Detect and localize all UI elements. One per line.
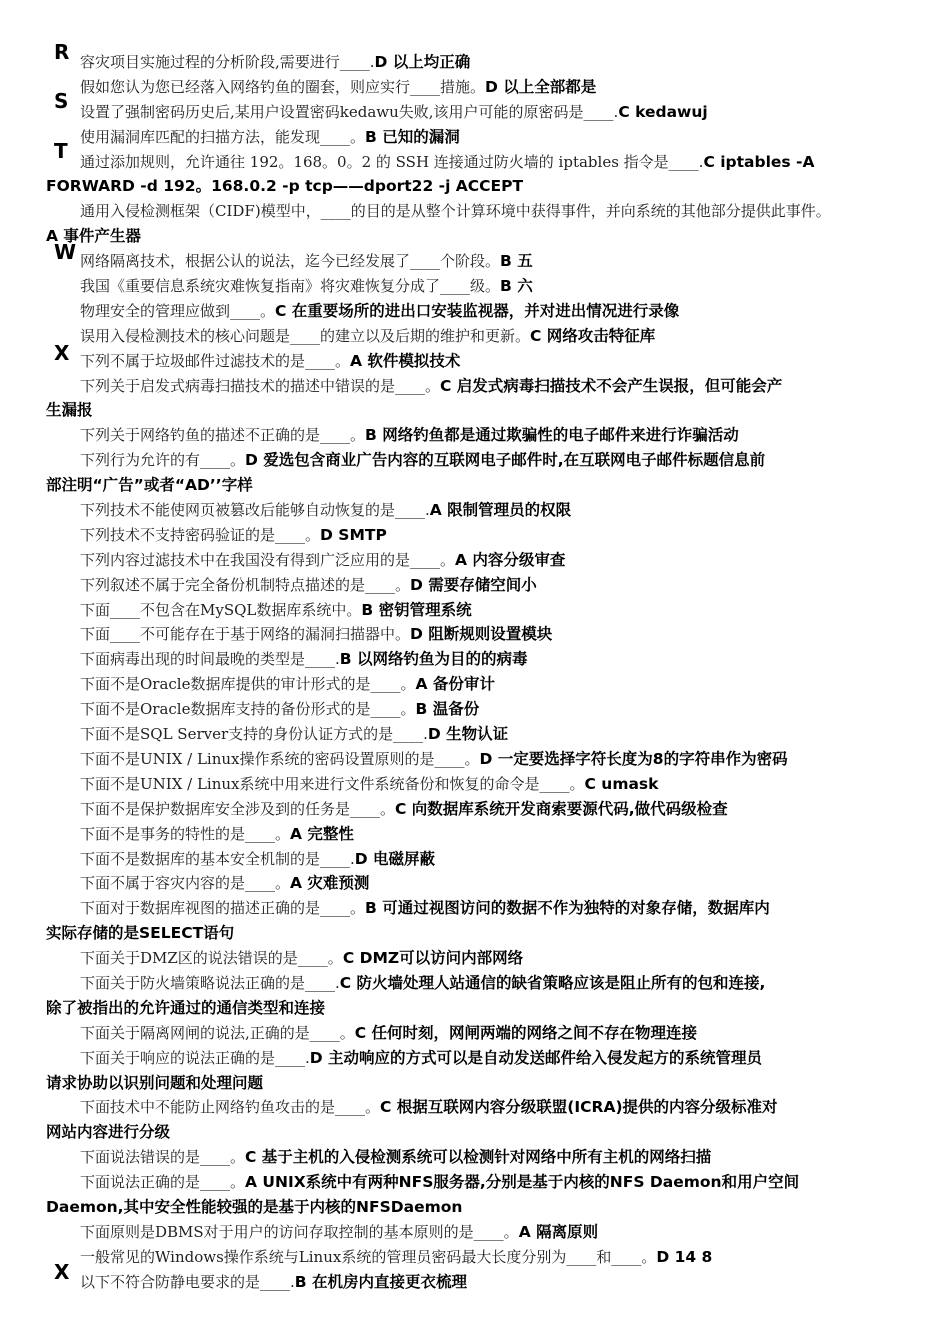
question-text: 假如您认为您已经落入网络钓鱼的圈套，则应实行____措施。 bbox=[80, 77, 486, 96]
answer-text: A 限制管理员的权限 bbox=[429, 501, 572, 520]
question-line bbox=[46, 448, 908, 473]
question-text: 我国《重要信息系统灾难恢复指南》将灾难恢复分成了____级。 bbox=[80, 277, 501, 296]
question-text: 下面原则是DBMS对于用户的访问存取控制的基本原则的是____。 bbox=[80, 1222, 519, 1241]
question-text: 下面不是事务的特性的是____。 bbox=[80, 824, 291, 843]
answer-text: C 任何时刻，网闸两端的网络之间不存在物理连接 bbox=[354, 1023, 698, 1042]
answer-text: A 隔离原则 bbox=[518, 1222, 599, 1241]
continuation-line bbox=[46, 473, 908, 498]
question-line bbox=[46, 1145, 908, 1170]
question-line bbox=[46, 797, 908, 822]
answer-text: A 内容分级审查 bbox=[455, 550, 566, 569]
index-letter-x-2: X bbox=[54, 1260, 70, 1284]
answer-text: A UNIX系统中有两种NFS服务器,分别是基于内核的NFS Daemon和用户空间 bbox=[245, 1173, 800, 1192]
question-text: 下面不是SQL Server支持的身份认证方式的是____. bbox=[80, 725, 428, 744]
answer-text: C kedawuj bbox=[618, 102, 708, 121]
answer-text: B 五 bbox=[500, 252, 533, 271]
question-text: 物理安全的管理应做到____。 bbox=[80, 301, 276, 320]
question-line bbox=[46, 374, 908, 399]
question-text: 下面说法正确的是____。 bbox=[80, 1173, 246, 1192]
question-line bbox=[46, 847, 908, 872]
answer-text: C 根据互联网内容分级联盟(ICRA)提供的内容分级标准对 bbox=[380, 1098, 778, 1117]
question-text: 下面不是保护数据库安全涉及到的任务是____。 bbox=[80, 799, 396, 818]
answer-text: B 可通过视图访问的数据不作为独特的对象存储，数据库内 bbox=[365, 899, 770, 918]
question-line bbox=[46, 772, 908, 797]
question-line bbox=[46, 647, 908, 672]
question-text: 下列技术不支持密码验证的是____。 bbox=[80, 525, 321, 544]
question-text: 下面关于防火墙策略说法正确的是____. bbox=[80, 973, 340, 992]
question-text: 容灾项目实施过程的分析阶段,需要进行____. bbox=[80, 53, 375, 71]
answer-text: C 基于主机的入侵检测系统可以检测针对网络中所有主机的网络扫描 bbox=[245, 1148, 712, 1167]
question-line bbox=[46, 622, 908, 647]
answer-text: A 备份审计 bbox=[415, 675, 495, 694]
answer-continuation: FORWARD -d 192。168.0.2 -p tcp——dport22 -j ACCEPT bbox=[46, 177, 524, 196]
answer-text: C umask bbox=[584, 774, 659, 793]
question-line bbox=[46, 274, 908, 299]
answer-text: A 灾难预测 bbox=[290, 874, 370, 893]
question-text: 下面不属于容灾内容的是____。 bbox=[80, 874, 291, 893]
answer-text: C iptables -A bbox=[703, 152, 815, 171]
question-text: 下列关于启发式病毒扫描技术的描述中错误的是____。 bbox=[80, 376, 441, 395]
answer-text: D 阻断规则设置模块 bbox=[410, 625, 553, 644]
question-text: 下面关于响应的说法正确的是____. bbox=[80, 1048, 310, 1067]
answer-text: B 已知的漏洞 bbox=[365, 127, 460, 146]
answer-continuation: Daemon,其中安全性能较强的是基于内核的NFSDaemon bbox=[46, 1197, 463, 1216]
index-letter-s: S bbox=[54, 89, 69, 113]
question-line bbox=[46, 1170, 908, 1195]
question-text: 通过添加规则，允许通往 192。168。0。2 的 SSH 连接通过防火墙的 iptables 指令是____. bbox=[80, 152, 704, 171]
question-line bbox=[46, 249, 908, 274]
answer-continuation: 生漏报 bbox=[46, 401, 93, 420]
question-text: 使用漏洞库匹配的扫描方法，能发现____。 bbox=[80, 127, 366, 146]
question-text: 下面不是Oracle数据库支持的备份形式的是____。 bbox=[80, 700, 416, 719]
answer-text: D SMTP bbox=[320, 525, 387, 544]
question-line bbox=[46, 1021, 908, 1046]
question-line bbox=[46, 498, 908, 523]
question-text: 下面____不可能存在于基于网络的漏洞扫描器中。 bbox=[80, 625, 411, 644]
question-line bbox=[46, 324, 908, 349]
question-line bbox=[46, 747, 908, 772]
answer-text: C 网络攻击特征库 bbox=[530, 326, 656, 345]
answer-text: D 以上全部都是 bbox=[485, 77, 597, 96]
question-text: 下面技术中不能防止网络钓鱼攻击的是____。 bbox=[80, 1098, 381, 1117]
question-line bbox=[46, 672, 908, 697]
answer-text: D 14 8 bbox=[656, 1247, 713, 1266]
question-line bbox=[46, 871, 908, 896]
question-line bbox=[46, 1270, 908, 1295]
index-letter-x: X bbox=[54, 341, 70, 365]
answer-text: B 在机房内直接更衣梳理 bbox=[294, 1272, 467, 1291]
question-text: 设置了强制密码历史后,某用户设置密码kedawu失败,该用户可能的原密码是____. bbox=[80, 102, 619, 121]
question-line bbox=[46, 1245, 908, 1270]
question-text: 下列叙述不属于完全备份机制特点描述的是____。 bbox=[80, 575, 411, 594]
answer-text: C 向数据库系统开发商索要源代码,做代码级检查 bbox=[395, 799, 728, 818]
question-line bbox=[46, 125, 908, 150]
answer-text: B 密钥管理系统 bbox=[361, 600, 472, 619]
question-line bbox=[46, 971, 908, 996]
question-line bbox=[46, 423, 908, 448]
index-letter-t: T bbox=[54, 139, 68, 163]
answer-text: D 生物认证 bbox=[427, 725, 509, 744]
answer-text: D 一定要选择字符长度为8的字符串作为密码 bbox=[479, 749, 788, 768]
question-line bbox=[46, 946, 908, 971]
answer-text: A 软件模拟技术 bbox=[350, 351, 461, 370]
question-text: 下列不属于垃圾邮件过滤技术的是____。 bbox=[80, 351, 351, 370]
answer-continuation: 实际存储的是SELECT语句 bbox=[46, 924, 235, 943]
question-text: 下面不是Oracle数据库提供的审计形式的是____。 bbox=[80, 675, 416, 694]
question-line bbox=[46, 299, 908, 324]
question-line bbox=[46, 896, 908, 921]
answer-text: D 主动响应的方式可以是自动发送邮件给入侵发起方的系统管理员 bbox=[309, 1048, 763, 1067]
continuation-line bbox=[46, 224, 908, 249]
question-line bbox=[46, 150, 908, 175]
answer-continuation: 网站内容进行分级 bbox=[46, 1123, 171, 1142]
question-text: 下列关于网络钓鱼的描述不正确的是____。 bbox=[80, 426, 366, 445]
answer-text: B 温备份 bbox=[415, 700, 480, 719]
question-line bbox=[46, 1220, 908, 1245]
question-list bbox=[46, 50, 908, 1295]
question-line bbox=[46, 1095, 908, 1120]
answer-text: B 网络钓鱼都是通过欺骗性的电子邮件来进行诈骗活动 bbox=[365, 426, 739, 445]
continuation-line bbox=[46, 921, 908, 946]
answer-text: D 电磁屏蔽 bbox=[354, 849, 436, 868]
continuation-line bbox=[46, 398, 908, 423]
continuation-line bbox=[46, 1071, 908, 1096]
question-line bbox=[46, 523, 908, 548]
answer-text: C 防火墙处理人站通信的缺省策略应该是阻止所有的包和连接, bbox=[339, 973, 766, 992]
question-text: 一般常见的Windows操作系统与Linux系统的管理员密码最大长度分别为____和____。 bbox=[80, 1247, 657, 1266]
answer-text: D 以上均正确 bbox=[374, 53, 471, 71]
question-line bbox=[46, 75, 908, 100]
question-text: 误用入侵检测技术的核心问题是____的建立以及后期的维护和更新。 bbox=[80, 326, 531, 345]
continuation-line bbox=[46, 1195, 908, 1220]
question-line bbox=[46, 697, 908, 722]
question-line bbox=[46, 100, 908, 125]
question-text: 下面病毒出现的时间最晚的类型是____. bbox=[80, 650, 340, 669]
question-text: 下面不是UNIX / Linux操作系统的密码设置原则的是____。 bbox=[80, 749, 480, 768]
question-text: 下面不是UNIX / Linux系统中用来进行文件系统备份和恢复的命令是____。 bbox=[80, 774, 585, 793]
answer-text: A 完整性 bbox=[290, 824, 354, 843]
continuation-line bbox=[46, 1120, 908, 1145]
question-text: 通用入侵检测框架（CIDF)模型中，____的目的是从整个计算环境中获得事件，并向系统的其他部分提供此事件。 bbox=[80, 202, 831, 221]
answer-text: D 爱选包含商业广告内容的互联网电子邮件时,在互联网电子邮件标题信息前 bbox=[245, 451, 766, 470]
question-line bbox=[46, 598, 908, 623]
answer-text: B 六 bbox=[500, 277, 533, 296]
question-text: 以下不符合防静电要求的是____. bbox=[80, 1272, 295, 1291]
question-text: 下列内容过滤技术中在我国没有得到广泛应用的是____。 bbox=[80, 550, 456, 569]
question-line bbox=[46, 822, 908, 847]
index-letter-r: R bbox=[54, 40, 70, 64]
question-text: 下列行为允许的有____。 bbox=[80, 451, 246, 470]
continuation-line bbox=[46, 996, 908, 1021]
answer-text: C 启发式病毒扫描技术不会产生误报，但可能会产 bbox=[440, 376, 783, 395]
question-line bbox=[46, 573, 908, 598]
answer-text: D 需要存储空间小 bbox=[410, 575, 537, 594]
question-text: 下面说法错误的是____。 bbox=[80, 1148, 246, 1167]
answer-continuation: A 事件产生器 bbox=[46, 227, 141, 246]
question-text: 下面____不包含在MySQL数据库系统中。 bbox=[80, 600, 362, 619]
answer-continuation: 请求协助以识别问题和处理问题 bbox=[46, 1073, 264, 1092]
question-line bbox=[46, 548, 908, 573]
question-text: 下面关于DMZ区的说法错误的是____。 bbox=[80, 949, 343, 968]
continuation-line bbox=[46, 174, 908, 199]
question-line bbox=[46, 722, 908, 747]
question-text: 下面对于数据库视图的描述正确的是____。 bbox=[80, 899, 366, 918]
question-line bbox=[46, 1046, 908, 1071]
question-line bbox=[46, 50, 908, 75]
question-text: 下面关于隔离网闸的说法,正确的是____。 bbox=[80, 1023, 355, 1042]
answer-continuation: 部注明“广告”或者“AD’’字样 bbox=[46, 476, 253, 495]
answer-text: C 在重要场所的进出口安装监视器，并对进出情况进行录像 bbox=[275, 301, 680, 320]
question-line bbox=[46, 199, 908, 224]
question-text: 下面不是数据库的基本安全机制的是____. bbox=[80, 849, 355, 868]
answer-text: B 以网络钓鱼为目的的病毒 bbox=[339, 650, 528, 669]
question-text: 网络隔离技术，根据公认的说法，迄今已经发展了____个阶段。 bbox=[80, 252, 501, 271]
question-text: 下列技术不能使网页被篡改后能够自动恢复的是____. bbox=[80, 501, 430, 520]
question-line bbox=[46, 349, 908, 374]
index-letter-w: W bbox=[54, 240, 77, 264]
answer-text: C DMZ可以访问内部网络 bbox=[342, 949, 524, 968]
answer-continuation: 除了被指出的允许通过的通信类型和连接 bbox=[46, 998, 326, 1017]
